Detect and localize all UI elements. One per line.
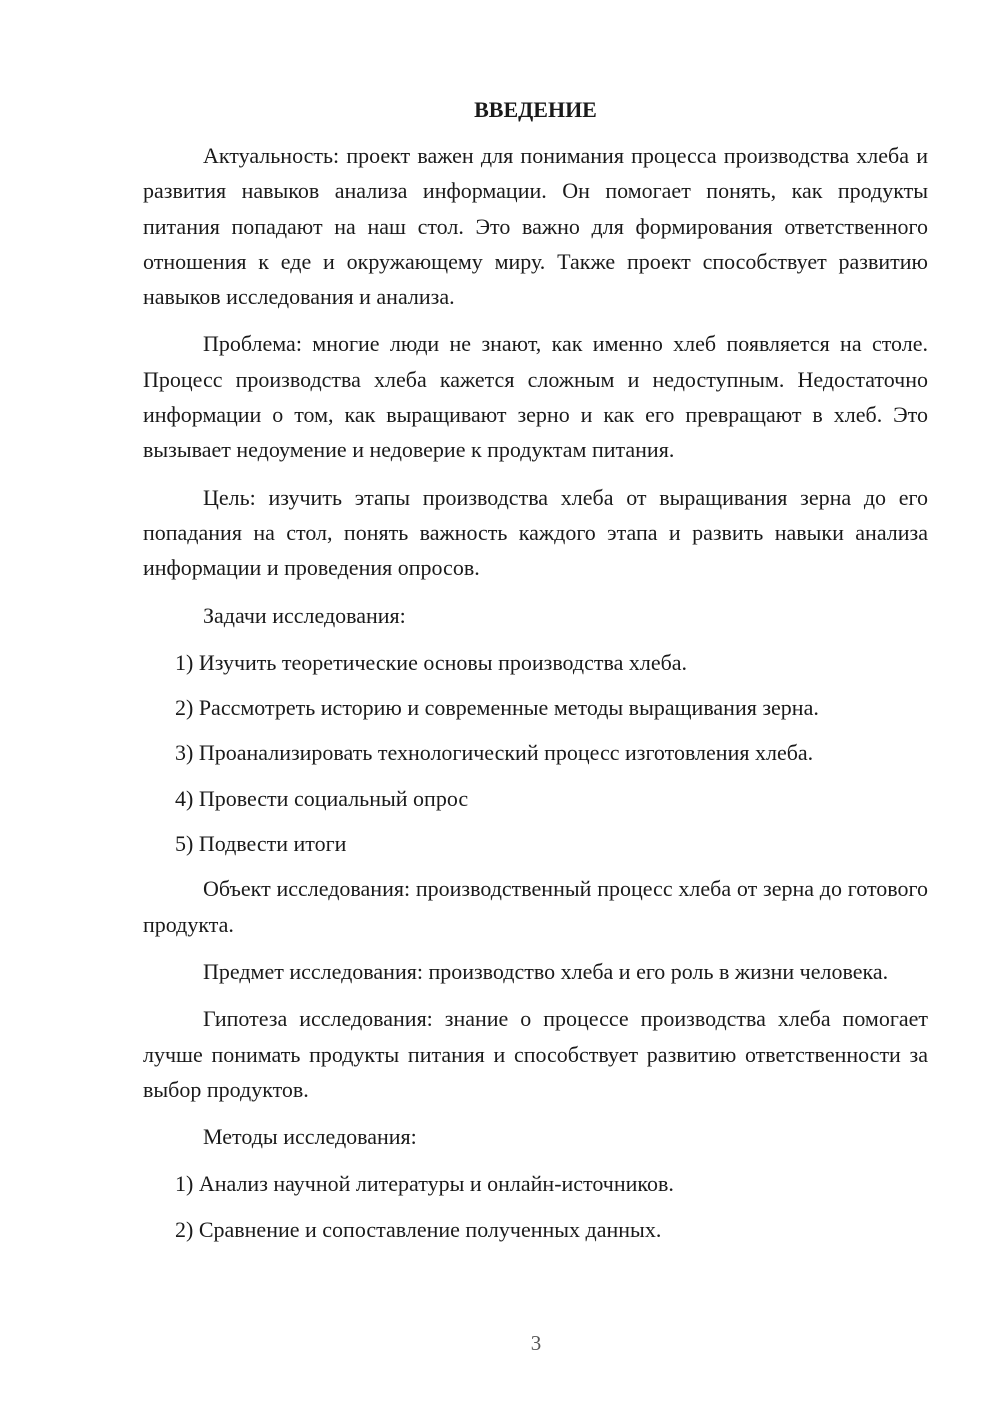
list-item: 5) Подвести итоги	[175, 831, 347, 857]
paragraph-object: Объект исследования: производственный процесс хлеба от зерна до готового продукта.	[143, 876, 928, 937]
paragraph-hypothesis: Гипотеза исследования: знание о процессе производства хлеба помогает лучше понимать продукты питания и способствует развитию ответственности за выбор продуктов.	[143, 1006, 928, 1102]
list-item: 1) Изучить теоретические основы производства хлеба.	[175, 649, 688, 675]
paragraph-goal: Цель: изучить этапы производства хлеба от выращивания зерна до его попадания на стол, понять важность каждого этапа и развить навыки анализа информации и проведения опросов.	[143, 484, 928, 581]
tasks-list	[143, 645, 928, 861]
methods-heading: Методы исследования:	[203, 1124, 417, 1150]
methods-list	[143, 1166, 928, 1247]
paragraph-subject: Предмет исследования: производство хлеба и его роль в жизни человека.	[203, 958, 889, 984]
page-title: ВВЕДЕНИЕ	[474, 97, 597, 122]
tasks-heading: Задачи исследования:	[203, 602, 406, 628]
list-item: 4) Провести социальный опрос	[175, 785, 469, 811]
document-page	[143, 95, 928, 1257]
list-item: 1) Анализ научной литературы и онлайн-источников.	[175, 1171, 674, 1197]
list-item: 2) Сравнение и сопоставление полученных данных.	[175, 1216, 662, 1242]
list-item: 3) Проанализировать технологический процесс изготовления хлеба.	[175, 740, 814, 766]
paragraph-relevance: Актуальность: проект важен для понимания процесса производства хлеба и развития навыков анализа информации. Он помогает понять, как продукты питания попадают на наш стол. Это важно для формирования ответственного отношения к еде и окружающему миру. Также проект способствует развитию навыков исследования и анализа.	[143, 143, 928, 310]
page-number: 3	[530, 1331, 542, 1355]
paragraph-problem: Проблема: многие люди не знают, как именно хлеб появляется на столе. Процесс производства хлеба кажется сложным и недоступным. Недостаточно информации о том, как выращивают зерно и как его превращают в хлеб. Это вызывает недоумение и недоверие к продуктам питания.	[143, 331, 928, 463]
list-item: 2) Рассмотреть историю и современные методы выращивания зерна.	[175, 695, 819, 721]
